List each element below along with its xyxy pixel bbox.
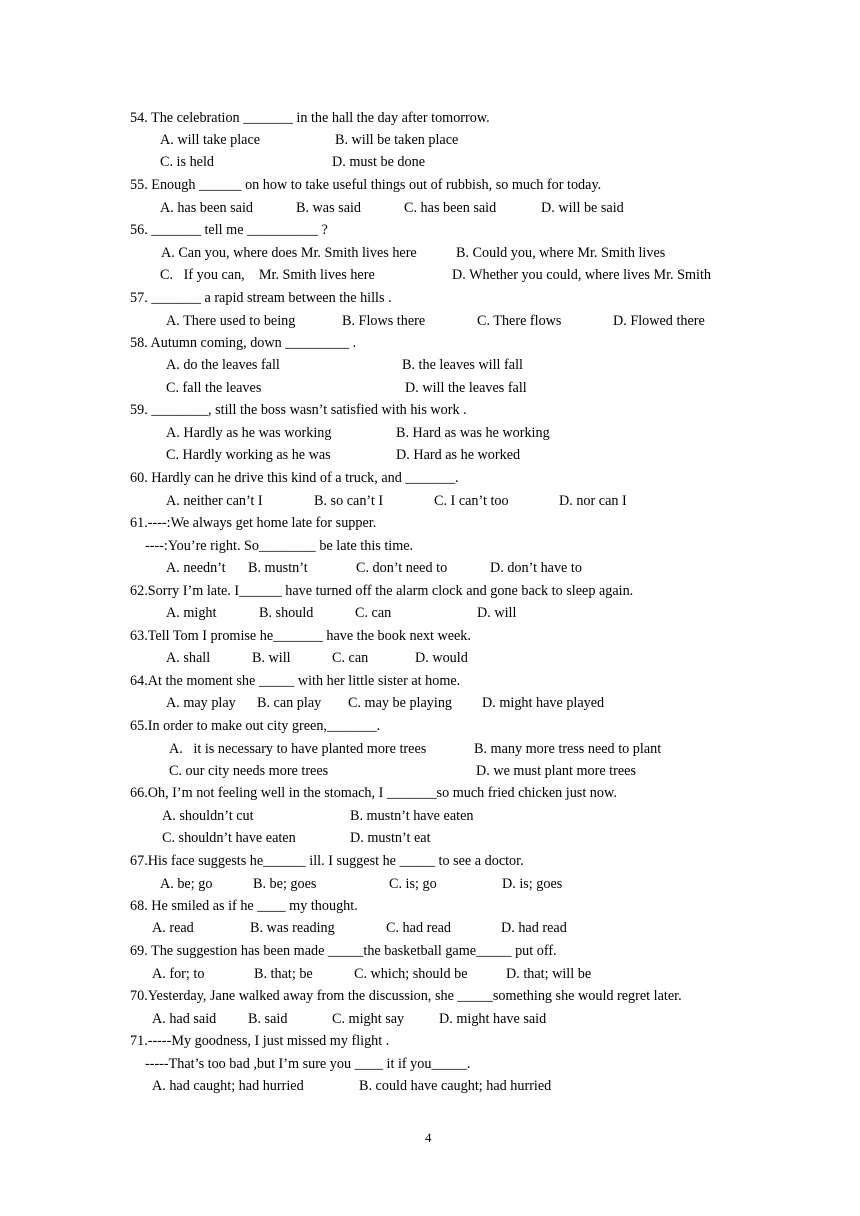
answer-option: C. I can’t too [434,493,509,509]
answer-option: D. would [415,650,468,666]
answer-option: B. should [259,605,314,621]
answer-option: D. might have said [439,1011,547,1027]
answer-option: D. will the leaves fall [405,380,527,396]
answer-option: C. can [355,605,392,621]
answer-option: A. neither can’t I [166,493,263,509]
question-line: 70.Yesterday, Jane walked away from the discussion, she _____something she would regret later. [130,988,682,1004]
answer-option: B. that; be [254,966,313,982]
answer-option: B. will be taken place [335,132,459,148]
answer-option: B. so can’t I [314,493,384,509]
answer-option: B. Hard as was he working [396,425,550,441]
answer-option: C. can [332,650,369,666]
answer-option: C. shouldn’t have eaten [162,830,296,846]
answer-option: B. the leaves will fall [402,357,523,373]
answer-option: A. be; go [160,876,213,892]
answer-option: A. might [166,605,217,621]
question-line: 56. _______ tell me __________ ? [130,222,328,238]
answer-option: D. is; goes [502,876,563,892]
answer-option: C. is; go [389,876,437,892]
answer-option: A. shouldn’t cut [162,808,254,824]
answer-option: C. might say [332,1011,405,1027]
answer-option: D. that; will be [506,966,592,982]
question-line: 55. Enough ______ on how to take useful things out of rubbish, so much for today. [130,177,602,193]
answer-option: A. had caught; had hurried [152,1078,304,1094]
answer-option: A. needn’t [166,560,226,576]
question-line: 62.Sorry I’m late. I______ have turned off the alarm clock and gone back to sleep again. [130,583,634,599]
question-line: ----:You’re right. So________ be late this time. [145,538,414,554]
answer-option: D. Hard as he worked [396,447,521,463]
answer-option: D. Flowed there [613,313,705,329]
question-line: -----That’s too bad ,but I’m sure you ____ it if you_____. [145,1056,471,1072]
question-line: 60. Hardly can he drive this kind of a truck, and _______. [130,470,459,486]
question-line: 61.----:We always get home late for supper. [130,515,377,531]
answer-option: A. read [152,920,194,936]
answer-option: C. our city needs more trees [169,763,329,779]
answer-option: B. said [248,1011,288,1027]
answer-option: C. Hardly working as he was [166,447,331,463]
answer-option: D. might have played [482,695,605,711]
answer-option: B. will [252,650,291,666]
answer-option: B. mustn’t [248,560,308,576]
answer-option: A. for; to [152,966,205,982]
question-line: 67.His face suggests he______ ill. I suggest he _____ to see a doctor. [130,853,524,869]
question-line: 69. The suggestion has been made _____the basketball game_____ put off. [130,943,557,959]
answer-option: D. had read [501,920,567,936]
answer-option: B. be; goes [253,876,317,892]
question-line: 68. He smiled as if he ____ my thought. [130,898,358,914]
answer-option: C. fall the leaves [166,380,262,396]
question-line: 71.-----My goodness, I just missed my flight . [130,1033,390,1049]
answer-option: D. mustn’t eat [350,830,431,846]
answer-option: A. has been said [160,200,253,216]
answer-option: B. Flows there [342,313,426,329]
answer-option: D. we must plant more trees [476,763,636,779]
answer-option: A. will take place [160,132,261,148]
answer-option: A. may play [166,695,236,711]
answer-option: C. There flows [477,313,562,329]
answer-option: C. had read [386,920,452,936]
question-line: 64.At the moment she _____ with her little sister at home. [130,673,461,689]
question-line: 65.In order to make out city green,_______. [130,718,381,734]
answer-option: D. nor can I [559,493,627,509]
question-line: 57. _______ a rapid stream between the hills . [130,290,392,306]
answer-option: D. Whether you could, where lives Mr. Smith [452,267,712,283]
question-line: 54. The celebration _______ in the hall the day after tomorrow. [130,110,490,126]
answer-option: B. Could you, where Mr. Smith lives [456,245,666,261]
answer-option: B. could have caught; had hurried [359,1078,552,1094]
answer-option: B. many more tress need to plant [474,741,662,757]
answer-option: C. may be playing [348,695,453,711]
question-line: 63.Tell Tom I promise he_______ have the book next week. [130,628,471,644]
answer-option: A. There used to being [166,313,296,329]
answer-option: A. shall [166,650,211,666]
page-number: 4 [425,1130,432,1145]
answer-option: B. was reading [250,920,335,936]
answer-option: B. mustn’t have eaten [350,808,474,824]
answer-option: D. will [477,605,517,621]
question-line: 58. Autumn coming, down _________ . [130,335,357,351]
question-line: 66.Oh, I’m not feeling well in the stomach, I _______so much fried chicken just now. [130,785,617,801]
question-line: 59. ________, still the boss wasn’t satisfied with his work . [130,402,467,418]
answer-option: A. Can you, where does Mr. Smith lives here [161,245,417,261]
answer-option: C. If you can, Mr. Smith lives here [160,267,375,283]
answer-option: D. must be done [332,154,425,170]
answer-option: A. do the leaves fall [166,357,280,373]
answer-option: C. which; should be [354,966,468,982]
answer-option: D. don’t have to [490,560,582,576]
answer-option: A. it is necessary to have planted more trees [169,741,427,757]
answer-option: C. has been said [404,200,497,216]
answer-option: D. will be said [541,200,624,216]
answer-option: A. Hardly as he was working [166,425,332,441]
answer-option: B. was said [296,200,362,216]
answer-option: B. can play [257,695,322,711]
answer-option: C. is held [160,154,214,170]
answer-option: A. had said [152,1011,217,1027]
answer-option: C. don’t need to [356,560,448,576]
